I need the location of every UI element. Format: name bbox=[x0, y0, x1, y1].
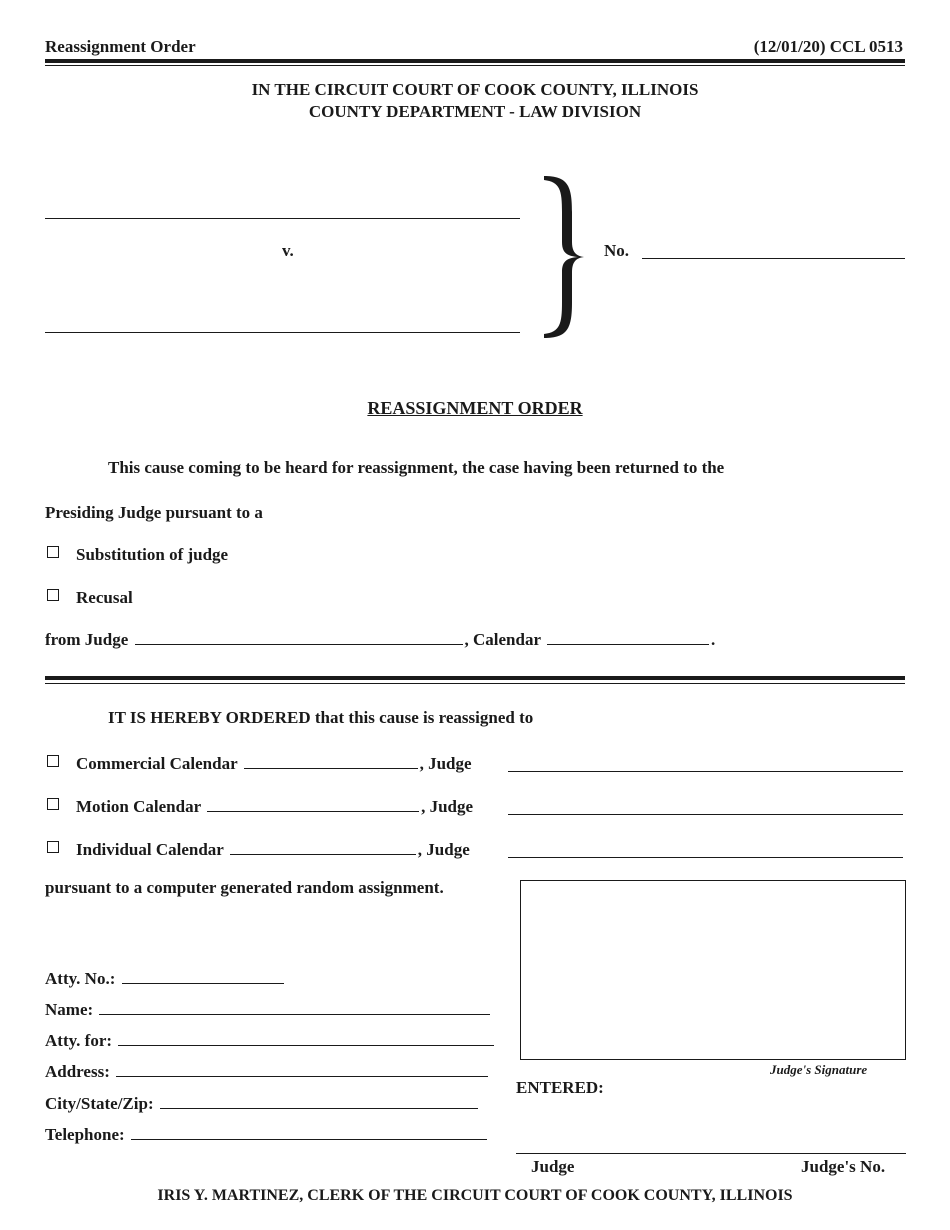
commercial-calendar-field[interactable] bbox=[244, 754, 418, 769]
atty-no-row bbox=[45, 969, 286, 989]
city-label: City/State/Zip: bbox=[45, 1094, 154, 1113]
case-no-field[interactable] bbox=[642, 258, 905, 259]
commercial-calendar-checkbox[interactable] bbox=[47, 755, 59, 767]
header-rule-thick bbox=[45, 59, 905, 63]
address-row bbox=[45, 1062, 490, 1082]
entered-label: ENTERED: bbox=[516, 1078, 604, 1097]
commercial-judge-field[interactable] bbox=[508, 771, 903, 772]
judges-signature-caption: Judge's Signature bbox=[770, 1062, 868, 1077]
motion-judge-field[interactable] bbox=[508, 814, 903, 815]
atty-for-label: Atty. for: bbox=[45, 1031, 113, 1050]
recusal-label: Recusal bbox=[76, 588, 133, 607]
from-judge-row bbox=[45, 630, 715, 650]
section-rule-thin bbox=[45, 683, 905, 684]
individual-judge-field[interactable] bbox=[508, 857, 903, 858]
atty-for-row bbox=[45, 1031, 496, 1051]
plaintiff-line[interactable] bbox=[45, 218, 520, 219]
individual-calendar-label: Individual Calendar bbox=[76, 840, 224, 859]
city-row bbox=[45, 1094, 480, 1114]
case-no-label: No. bbox=[604, 241, 630, 260]
order-text: IT IS HEREBY ORDERED that this cause is reassigned to bbox=[108, 708, 534, 727]
substitution-label: Substitution of judge bbox=[76, 545, 229, 564]
defendant-line[interactable] bbox=[45, 332, 520, 333]
court-line-1: IN THE CIRCUIT COURT OF COOK COUNTY, ILLINOIS bbox=[251, 80, 699, 99]
caption-brace bbox=[538, 172, 590, 342]
clerk-footer: IRIS Y. MARTINEZ, CLERK OF THE CIRCUIT COURT OF COOK COUNTY, ILLINOIS bbox=[157, 1187, 793, 1204]
address-label: Address: bbox=[45, 1062, 110, 1081]
atty-for-field[interactable] bbox=[118, 1031, 494, 1046]
court-line-2: COUNTY DEPARTMENT - LAW DIVISION bbox=[308, 102, 642, 121]
motion-judge-label: , Judge bbox=[421, 797, 474, 816]
individual-calendar-row bbox=[76, 840, 470, 860]
commercial-calendar-row bbox=[76, 754, 472, 774]
individual-judge-label: , Judge bbox=[417, 840, 470, 859]
motion-calendar-label: Motion Calendar bbox=[76, 797, 201, 816]
substitution-checkbox[interactable] bbox=[47, 546, 59, 558]
name-label: Name: bbox=[45, 1000, 94, 1019]
name-field[interactable] bbox=[99, 1000, 490, 1015]
section-rule-thick bbox=[45, 676, 905, 680]
telephone-row bbox=[45, 1125, 489, 1145]
motion-calendar-checkbox[interactable] bbox=[47, 798, 59, 810]
intro-line-1: This cause coming to be heard for reassignment, the case having been returned to the bbox=[108, 458, 725, 477]
form-code: (12/01/20) CCL 0513 bbox=[753, 37, 903, 56]
from-calendar-field[interactable] bbox=[547, 630, 709, 645]
from-judge-field[interactable] bbox=[135, 630, 463, 645]
from-end-period: . bbox=[710, 630, 716, 649]
atty-no-label: Atty. No.: bbox=[45, 969, 116, 988]
atty-no-field[interactable] bbox=[122, 969, 284, 984]
commercial-judge-label: , Judge bbox=[419, 754, 472, 773]
motion-calendar-field[interactable] bbox=[207, 797, 419, 812]
from-judge-label: from Judge bbox=[45, 630, 129, 649]
form-name: Reassignment Order bbox=[45, 37, 196, 56]
header-rule-thin bbox=[45, 65, 905, 66]
telephone-field[interactable] bbox=[131, 1125, 487, 1140]
intro-line-2: Presiding Judge pursuant to a bbox=[45, 503, 263, 522]
judge-entry-line[interactable] bbox=[516, 1153, 906, 1154]
judge-no-caption: Judge's No. bbox=[801, 1157, 886, 1176]
versus-text: v. bbox=[282, 241, 294, 260]
order-title: REASSIGNMENT ORDER bbox=[367, 398, 583, 418]
judge-caption: Judge bbox=[531, 1157, 575, 1176]
judge-signature-box[interactable] bbox=[520, 880, 906, 1060]
commercial-calendar-label: Commercial Calendar bbox=[76, 754, 238, 773]
address-field[interactable] bbox=[116, 1062, 488, 1077]
calendar-label: , Calendar bbox=[464, 630, 541, 649]
name-row bbox=[45, 1000, 492, 1020]
city-field[interactable] bbox=[160, 1094, 478, 1109]
individual-calendar-field[interactable] bbox=[230, 840, 416, 855]
motion-calendar-row bbox=[76, 797, 473, 817]
telephone-label: Telephone: bbox=[45, 1125, 125, 1144]
pursuant-text: pursuant to a computer generated random assignment. bbox=[45, 878, 444, 897]
recusal-checkbox[interactable] bbox=[47, 589, 59, 601]
individual-calendar-checkbox[interactable] bbox=[47, 841, 59, 853]
